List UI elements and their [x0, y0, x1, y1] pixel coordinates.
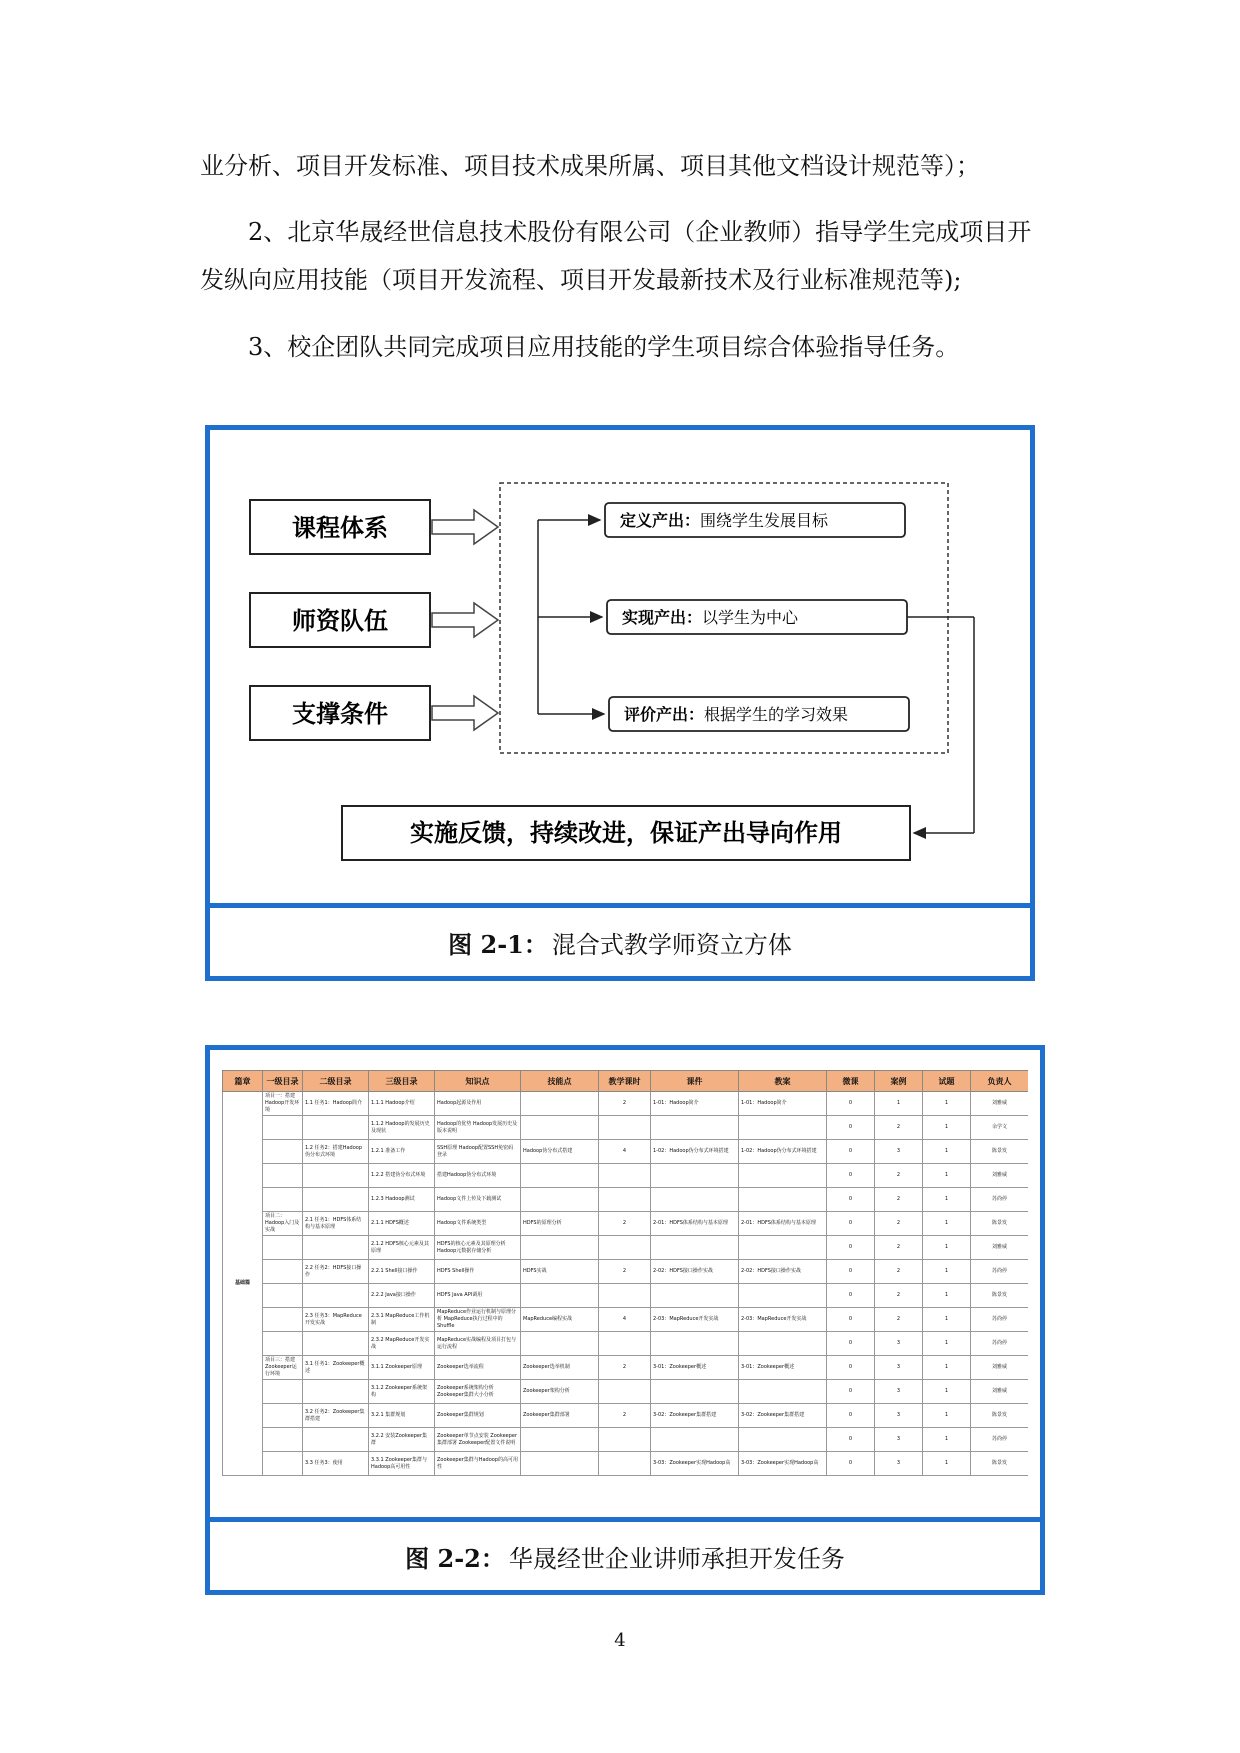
quiz-cell: 1 [923, 1452, 971, 1476]
owner-cell: 苏尚停 [971, 1188, 1029, 1212]
case-cell: 3 [875, 1140, 923, 1164]
micro-course-cell: 0 [827, 1404, 875, 1428]
output-box-define [605, 503, 905, 537]
owner-cell: 苏尚停 [971, 1332, 1029, 1356]
lesson-plan-cell: 2-01：HDFS体系结构与基本原理 [739, 1212, 827, 1236]
table-row [223, 1404, 1029, 1428]
hours-cell: 2 [599, 1092, 651, 1116]
block-arrows [432, 510, 498, 730]
header-cell: 一级目录 [263, 1071, 303, 1092]
courseware-cell [651, 1116, 739, 1140]
knowledge-cell: HDFS的核心元素及其原理分析 Hadoop元数据存储分析 [435, 1236, 521, 1260]
skill-cell: Zookeeper选举机制 [521, 1356, 599, 1380]
skill-cell [521, 1116, 599, 1140]
table-row [223, 1188, 1029, 1212]
lesson-plan-cell [739, 1188, 827, 1212]
knowledge-cell: Hadoop的优势 Hadoop发展历史及版本说明 [435, 1116, 521, 1140]
level3-cell: 3.2.1 集群规划 [369, 1404, 435, 1428]
skill-cell: Zookeeper架构分析 [521, 1380, 599, 1404]
courseware-cell: 2-03：MapReduce开发实战 [651, 1308, 739, 1332]
level1-cell: 项目一：搭建Hadoop开发环境 [263, 1092, 303, 1116]
level2-cell: 1.1 任务1：Hadoop简介 [303, 1092, 369, 1116]
knowledge-cell: Zookeeper单节点安装 Zookeeper集群部署 Zookeeper配置文件说明 [435, 1428, 521, 1452]
output-bold-1: 实现产出： [622, 608, 703, 627]
skill-cell: HDFS的原理分析 [521, 1212, 599, 1236]
knowledge-cell: Hadoop文件上传及下载测试 [435, 1188, 521, 1212]
output-text-0: 围绕学生发展目标 [700, 511, 829, 530]
chapter-cell: 基础篇 [223, 1092, 263, 1476]
level2-cell [303, 1332, 369, 1356]
knowledge-cell: Hadoop起源及作用 [435, 1092, 521, 1116]
courseware-cell: 1-02：Hadoop伪分布式环境搭建 [651, 1140, 739, 1164]
owner-cell: 陈景发 [971, 1284, 1029, 1308]
level1-cell [263, 1284, 303, 1308]
micro-course-cell: 0 [827, 1188, 875, 1212]
owner-cell: 陈景发 [971, 1452, 1029, 1476]
paragraph-2: 2、北京华晟经世信息技术股份有限公司（企业教师）指导学生完成项目开发纵向应用技能（项目开发流程、项目开发最新技术及行业标准规范等); [200, 218, 1032, 294]
level2-cell [303, 1164, 369, 1188]
figure-2-2-caption [210, 1517, 1040, 1590]
owner-cell: 陈景发 [971, 1404, 1029, 1428]
case-cell: 2 [875, 1308, 923, 1332]
hours-cell [599, 1164, 651, 1188]
courseware-cell [651, 1428, 739, 1452]
level2-cell: 2.2 任务2：HDFS接口操作 [303, 1260, 369, 1284]
micro-course-cell: 0 [827, 1116, 875, 1140]
quiz-cell: 1 [923, 1284, 971, 1308]
table-row [223, 1452, 1029, 1476]
courseware-cell: 2-02：HDFS接口操作实战 [651, 1260, 739, 1284]
hours-cell: 4 [599, 1140, 651, 1164]
level1-cell [263, 1140, 303, 1164]
skill-cell: HDFS实战 [521, 1260, 599, 1284]
quiz-cell: 1 [923, 1092, 971, 1116]
micro-course-cell: 0 [827, 1332, 875, 1356]
courseware-cell: 1-01：Hadoop简介 [651, 1092, 739, 1116]
level3-cell: 1.1.1 Hadoop介绍 [369, 1092, 435, 1116]
level1-cell [263, 1260, 303, 1284]
skill-cell [521, 1188, 599, 1212]
figure-2-1 [205, 425, 1035, 981]
case-cell: 3 [875, 1452, 923, 1476]
quiz-cell: 1 [923, 1404, 971, 1428]
micro-course-cell: 0 [827, 1284, 875, 1308]
lesson-plan-cell: 2-03：MapReduce开发实战 [739, 1308, 827, 1332]
quiz-cell: 1 [923, 1236, 971, 1260]
svg-text:定义产出：围绕学生发展目标 [620, 511, 829, 530]
owner-cell: 刘雅威 [971, 1380, 1029, 1404]
left-box-label-2: 支撑条件 [292, 700, 388, 728]
level1-cell [263, 1404, 303, 1428]
header-cell: 负责人 [971, 1071, 1029, 1092]
hours-cell [599, 1380, 651, 1404]
level3-cell: 1.1.2 Hadoop的发展历史及现状 [369, 1116, 435, 1140]
quiz-cell: 1 [923, 1332, 971, 1356]
level3-cell: 3.3.1 Zookeeper集群与Hadoop高可用性 [369, 1452, 435, 1476]
header-cell: 微课 [827, 1071, 875, 1092]
table-row [223, 1236, 1029, 1260]
level1-cell [263, 1164, 303, 1188]
level1-cell [263, 1308, 303, 1332]
table-row [223, 1356, 1029, 1380]
courseware-cell [651, 1236, 739, 1260]
quiz-cell: 1 [923, 1212, 971, 1236]
quiz-cell: 1 [923, 1188, 971, 1212]
owner-cell: 陈景发 [971, 1140, 1029, 1164]
hours-cell: 2 [599, 1404, 651, 1428]
micro-course-cell: 0 [827, 1092, 875, 1116]
block-arrow-3 [432, 696, 498, 730]
knowledge-cell: Zookeeper集群与Hadoop的高可用性 [435, 1452, 521, 1476]
box-curriculum [250, 500, 430, 554]
lesson-plan-cell: 1-01：Hadoop简介 [739, 1092, 827, 1116]
case-cell: 2 [875, 1212, 923, 1236]
box-support [250, 686, 430, 740]
table-row [223, 1380, 1029, 1404]
courseware-cell [651, 1380, 739, 1404]
header-cell: 课件 [651, 1071, 739, 1092]
quiz-cell: 1 [923, 1356, 971, 1380]
block-arrow-2 [432, 603, 498, 637]
level3-cell: 2.3.2 MapReduce开发实战 [369, 1332, 435, 1356]
header-cell: 教学课时 [599, 1071, 651, 1092]
case-cell: 2 [875, 1236, 923, 1260]
quiz-cell: 1 [923, 1164, 971, 1188]
quiz-cell: 1 [923, 1428, 971, 1452]
hours-cell [599, 1188, 651, 1212]
level1-cell [263, 1236, 303, 1260]
micro-course-cell: 0 [827, 1428, 875, 1452]
block-arrow-1 [432, 510, 498, 544]
figure-2-2 [205, 1045, 1045, 1595]
owner-cell: 刘雅威 [971, 1236, 1029, 1260]
owner-cell: 刘雅威 [971, 1164, 1029, 1188]
level2-cell: 3.2 任务2：Zookeeper集群搭建 [303, 1404, 369, 1428]
lesson-plan-cell [739, 1164, 827, 1188]
micro-course-cell: 0 [827, 1380, 875, 1404]
lesson-plan-cell: 2-02：HDFS接口操作实战 [739, 1260, 827, 1284]
quiz-cell: 1 [923, 1380, 971, 1404]
owner-cell: 苏尚停 [971, 1260, 1029, 1284]
skill-cell [521, 1332, 599, 1356]
level2-cell: 1.2 任务2：搭建Hadoop伪分布式环境 [303, 1140, 369, 1164]
case-cell: 3 [875, 1404, 923, 1428]
lesson-plan-cell [739, 1332, 827, 1356]
hours-cell [599, 1428, 651, 1452]
table-header-row [223, 1071, 1029, 1092]
paragraph-3: 3、校企团队共同完成项目应用技能的学生项目综合体验指导任务。 [248, 333, 960, 361]
micro-course-cell: 0 [827, 1260, 875, 1284]
skill-cell: Zookeeper集群部署 [521, 1404, 599, 1428]
table-row [223, 1116, 1029, 1140]
case-cell: 2 [875, 1260, 923, 1284]
paragraph-1: 业分析、项目开发标准、项目技术成果所属、项目其他文档设计规范等）； [200, 152, 980, 180]
table-row [223, 1308, 1029, 1332]
courseware-cell: 3-01：Zookeeper概述 [651, 1356, 739, 1380]
header-cell: 三级目录 [369, 1071, 435, 1092]
level1-cell [263, 1428, 303, 1452]
courseware-cell [651, 1188, 739, 1212]
knowledge-cell: HDFS Shell操作 [435, 1260, 521, 1284]
skill-cell [521, 1284, 599, 1308]
quiz-cell: 1 [923, 1116, 971, 1140]
level3-cell: 2.2.1 Shell接口操作 [369, 1260, 435, 1284]
hours-cell [599, 1116, 651, 1140]
case-cell: 3 [875, 1380, 923, 1404]
header-cell: 知识点 [435, 1071, 521, 1092]
hours-cell [599, 1332, 651, 1356]
level3-cell: 3.2.2 安装Zookeeper集群 [369, 1428, 435, 1452]
level1-cell: 项目三：搭建Zookeeper运行环境 [263, 1356, 303, 1380]
svg-text:实现产出：以学生为中心 [622, 608, 799, 627]
hours-cell: 2 [599, 1260, 651, 1284]
courseware-cell: 3-02：Zookeeper集群搭建 [651, 1404, 739, 1428]
hours-cell [599, 1452, 651, 1476]
caption-label: 图 2-1： [448, 929, 548, 959]
owner-cell: 刘雅威 [971, 1092, 1029, 1116]
course-table [222, 1070, 1028, 1476]
level1-cell [263, 1380, 303, 1404]
lesson-plan-cell: 3-03：Zookeeper实现Hadoop高 [739, 1452, 827, 1476]
figure-2-1-caption [210, 903, 1030, 976]
level3-cell: 3.1.2 Zookeeper系统架构 [369, 1380, 435, 1404]
level3-cell: 1.2.1 准备工作 [369, 1140, 435, 1164]
case-cell: 2 [875, 1164, 923, 1188]
case-cell: 2 [875, 1116, 923, 1140]
hours-cell: 2 [599, 1212, 651, 1236]
hours-cell [599, 1284, 651, 1308]
hours-cell: 2 [599, 1356, 651, 1380]
level2-cell: 3.1 任务1：Zookeeper概述 [303, 1356, 369, 1380]
level1-cell [263, 1188, 303, 1212]
level2-cell [303, 1236, 369, 1260]
owner-cell: 陈景发 [971, 1212, 1029, 1236]
level3-cell: 2.2.2 Java接口操作 [369, 1284, 435, 1308]
skill-cell [521, 1428, 599, 1452]
courseware-cell: 2-01：HDFS体系结构与基本原理 [651, 1212, 739, 1236]
knowledge-cell: HDFS Java API调用 [435, 1284, 521, 1308]
courseware-cell: 3-03：Zookeeper实现Hadoop高 [651, 1452, 739, 1476]
micro-course-cell: 0 [827, 1308, 875, 1332]
case-cell: 2 [875, 1284, 923, 1308]
left-box-label-1: 师资队伍 [292, 607, 388, 635]
table-row [223, 1284, 1029, 1308]
level3-cell: 2.1.1 HDFS概述 [369, 1212, 435, 1236]
case-cell: 1 [875, 1092, 923, 1116]
courseware-cell [651, 1164, 739, 1188]
output-box-implement [607, 600, 907, 634]
course-table-wrap [222, 1070, 1028, 1505]
quiz-cell: 1 [923, 1260, 971, 1284]
feedback-loop-arrows [907, 617, 974, 833]
skill-cell [521, 1092, 599, 1116]
hours-cell [599, 1236, 651, 1260]
table-row [223, 1164, 1029, 1188]
lesson-plan-cell [739, 1236, 827, 1260]
skill-cell [521, 1164, 599, 1188]
table-row [223, 1428, 1029, 1452]
output-bold-2: 评价产出： [624, 705, 705, 724]
output-text-1: 以学生为中心 [702, 608, 799, 627]
hours-cell: 4 [599, 1308, 651, 1332]
header-cell: 教案 [739, 1071, 827, 1092]
knowledge-cell: MapReduce实战编程及项目打包与运行流程 [435, 1332, 521, 1356]
level2-cell: 2.1 任务1：HDFS体系结构与基本原理 [303, 1212, 369, 1236]
level3-cell: 2.1.2 HDFS核心元素及其原理 [369, 1236, 435, 1260]
left-box-label-0: 课程体系 [292, 514, 388, 542]
skill-cell: Hadoop伪分布式搭建 [521, 1140, 599, 1164]
table-body [223, 1092, 1029, 1476]
micro-course-cell: 0 [827, 1356, 875, 1380]
micro-course-cell: 0 [827, 1140, 875, 1164]
header-cell: 案例 [875, 1071, 923, 1092]
courseware-cell [651, 1284, 739, 1308]
skill-cell [521, 1236, 599, 1260]
knowledge-cell: Hadoop文件系统类型 [435, 1212, 521, 1236]
lesson-plan-cell: 3-02：Zookeeper集群搭建 [739, 1404, 827, 1428]
case-cell: 3 [875, 1428, 923, 1452]
level3-cell: 2.3.1 MapReduce工作机制 [369, 1308, 435, 1332]
table-row [223, 1092, 1029, 1116]
micro-course-cell: 0 [827, 1452, 875, 1476]
lesson-plan-cell: 3-01：Zookeeper概述 [739, 1356, 827, 1380]
svg-text:评价产出：根据学生的学习效果 [624, 705, 848, 724]
knowledge-cell: Zookeeper系统架构分析 Zookeeper集群大小分析 [435, 1380, 521, 1404]
lesson-plan-cell [739, 1116, 827, 1140]
table-row [223, 1332, 1029, 1356]
level1-cell [263, 1452, 303, 1476]
skill-cell [521, 1452, 599, 1476]
owner-cell: 余学文 [971, 1116, 1029, 1140]
output-box-evaluate [609, 697, 909, 731]
caption-text: 混合式教学师资立方体 [551, 930, 792, 959]
level2-cell [303, 1284, 369, 1308]
table-row [223, 1212, 1029, 1236]
header-cell: 二级目录 [303, 1071, 369, 1092]
level1-cell [263, 1332, 303, 1356]
level2-cell [303, 1428, 369, 1452]
caption-text: 华晟经世企业讲师承担开发任务 [508, 1544, 845, 1573]
lesson-plan-cell [739, 1284, 827, 1308]
owner-cell: 苏尚停 [971, 1428, 1029, 1452]
feedback-box [342, 806, 910, 860]
case-cell: 3 [875, 1332, 923, 1356]
micro-course-cell: 0 [827, 1164, 875, 1188]
knowledge-cell: SSH原理 Hadoop配置SSH免密码登录 [435, 1140, 521, 1164]
level3-cell: 1.2.2 搭建伪分布式环境 [369, 1164, 435, 1188]
output-bold-0: 定义产出： [620, 511, 701, 530]
caption-label: 图 2-2： [405, 1543, 505, 1573]
micro-course-cell: 0 [827, 1236, 875, 1260]
level3-cell: 1.2.3 Hadoop测试 [369, 1188, 435, 1212]
level2-cell [303, 1188, 369, 1212]
case-cell: 3 [875, 1356, 923, 1380]
flow-diagram [210, 430, 1030, 908]
lesson-plan-cell [739, 1380, 827, 1404]
output-text-2: 根据学生的学习效果 [704, 705, 849, 724]
knowledge-cell: Zookeeper集群规划 [435, 1404, 521, 1428]
knowledge-cell: Zookeeper选举流程 [435, 1356, 521, 1380]
knowledge-cell: MapReduce作业运行机制与原理分析 MapReduce执行过程中的Shuffle [435, 1308, 521, 1332]
owner-cell: 刘雅威 [971, 1356, 1029, 1380]
level2-cell [303, 1116, 369, 1140]
lesson-plan-cell [739, 1428, 827, 1452]
header-cell: 试题 [923, 1071, 971, 1092]
header-cell: 技能点 [521, 1071, 599, 1092]
courseware-cell [651, 1332, 739, 1356]
level1-cell: 项目二：Hadoop入门及实战 [263, 1212, 303, 1236]
knowledge-cell: 搭建Hadoop伪分布式环境 [435, 1164, 521, 1188]
owner-cell: 苏尚停 [971, 1308, 1029, 1332]
feedback-label: 实施反馈，持续改进，保证产出导向作用 [410, 819, 842, 847]
level2-cell: 2.3 任务3：MapReduce开发实战 [303, 1308, 369, 1332]
quiz-cell: 1 [923, 1308, 971, 1332]
header-cell: 篇章 [223, 1071, 263, 1092]
case-cell: 2 [875, 1188, 923, 1212]
level2-cell [303, 1380, 369, 1404]
box-faculty [250, 593, 430, 647]
micro-course-cell: 0 [827, 1212, 875, 1236]
quiz-cell: 1 [923, 1140, 971, 1164]
table-row [223, 1140, 1029, 1164]
page-number: 4 [614, 1630, 626, 1651]
skill-cell: MapReduce编程实战 [521, 1308, 599, 1332]
level2-cell: 3.3 任务3：使用 [303, 1452, 369, 1476]
level3-cell: 3.1.1 Zookeeper原理 [369, 1356, 435, 1380]
lesson-plan-cell: 1-02：Hadoop伪分布式环境搭建 [739, 1140, 827, 1164]
level1-cell [263, 1116, 303, 1140]
table-row [223, 1260, 1029, 1284]
